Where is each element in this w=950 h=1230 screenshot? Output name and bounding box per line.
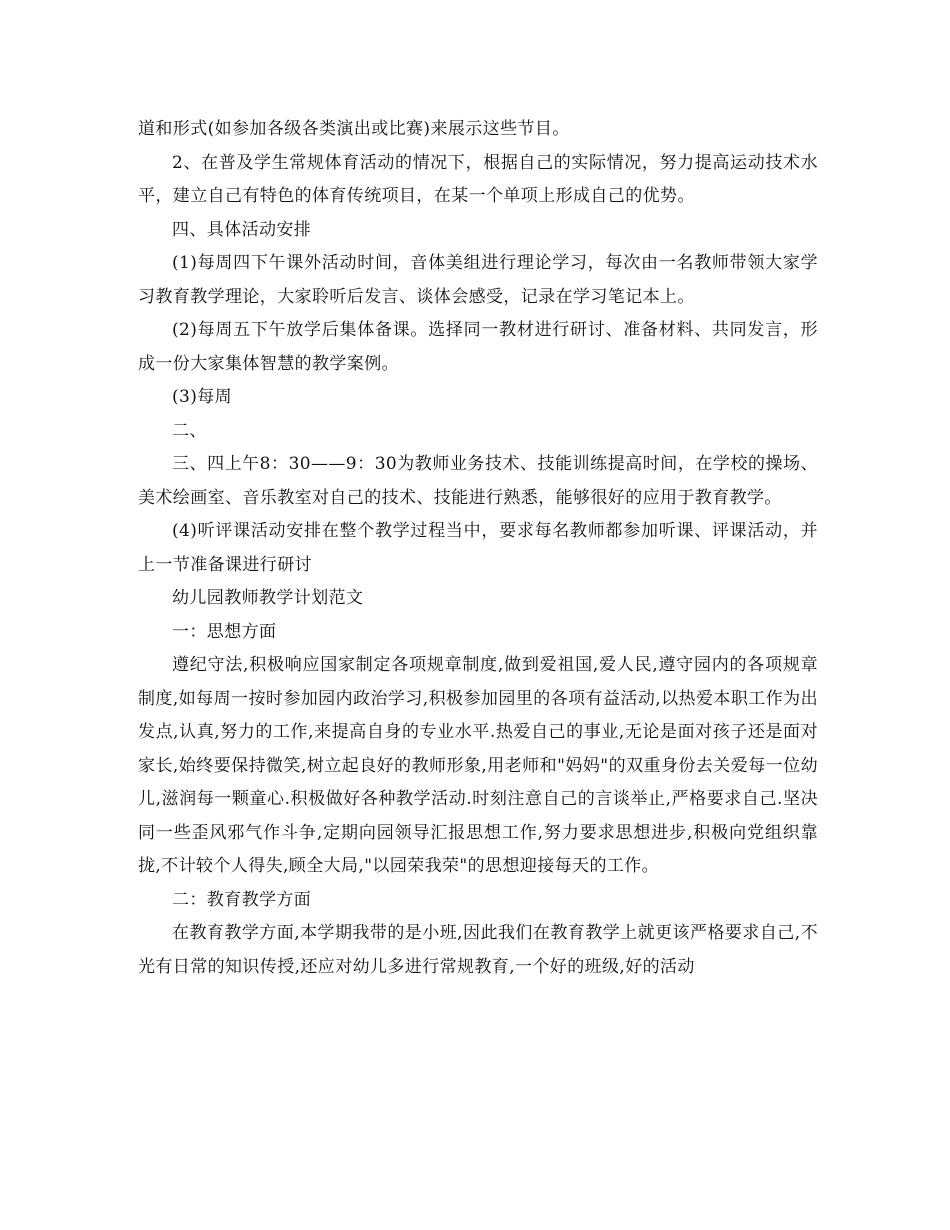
paragraph: 三、四上午8：30——9：30为教师业务技术、技能训练提高时间，在学校的操场、美术绘画室、音乐教室对自己的技术、技能进行熟悉，能够很好的应用于教育教学。: [138, 454, 818, 508]
section-heading: 四、具体活动安排: [172, 219, 312, 240]
paragraph: (2)每周五下午放学后集体备课。选择同一教材进行研讨、准备材料、共同发言，形成一份大家集体智慧的教学案例。: [138, 320, 818, 374]
section-heading: 二：教育教学方面: [172, 889, 312, 910]
paragraph: 二、: [172, 420, 207, 441]
document-body: [138, 113, 818, 984]
paragraph: 遵纪守法,积极响应国家制定各项规章制度,做到爱祖国,爱人民,遵守园内的各项规章制度,如每周一按时参加园内政治学习,积极参加园里的各项有益活动,以热爱本职工作为出发点,认真,努力的工作,来提高自身的专业水平.热爱自己的事业,无论是面对孩子还是面对家长,始终要保持微笑,树立起良好的教师形象,用老师和"妈妈"的双重身份去关爱每一位幼儿,滋润每一颗童心.积极做好各种教学活动.时刻注意自己的言谈举止,严格要求自己.坚决同一些歪风邪气作斗争,定期向园领导汇报思想工作,努力要求思想进步,积极向党组织靠拢,不计较个人得失,顾全大局,"以园荣我荣"的思想迎接每天的工作。: [138, 655, 818, 876]
paragraph: (4)听评课活动安排在整个教学过程当中，要求每名教师都参加听课、评课活动，并上一节准备课进行研讨: [138, 521, 818, 575]
paragraph: (1)每周四下午课外活动时间，音体美组进行理论学习，每次由一名教师带领大家学习教育教学理论，大家聆听后发言、谈体会感受，记录在学习笔记本上。: [138, 253, 818, 307]
document-title: 幼儿园教师教学计划范文: [172, 588, 364, 608]
section-heading: 一：思想方面: [172, 621, 277, 642]
paragraph: 在教育教学方面,本学期我带的是小班,因此我们在教育教学上就更该严格要求自己,不光有日常的知识传授,还应对幼儿多进行常规教育,一个好的班级,好的活动: [138, 923, 818, 977]
paragraph: 2、在普及学生常规体育活动的情况下，根据自己的实际情况，努力提高运动技术水平，建立自己有特色的体育传统项目，在某一个单项上形成自己的优势。: [138, 152, 818, 206]
paragraph: (3)每周: [172, 387, 233, 407]
paragraph: 道和形式(如参加各级各类演出或比赛)来展示这些节目。: [138, 119, 570, 139]
